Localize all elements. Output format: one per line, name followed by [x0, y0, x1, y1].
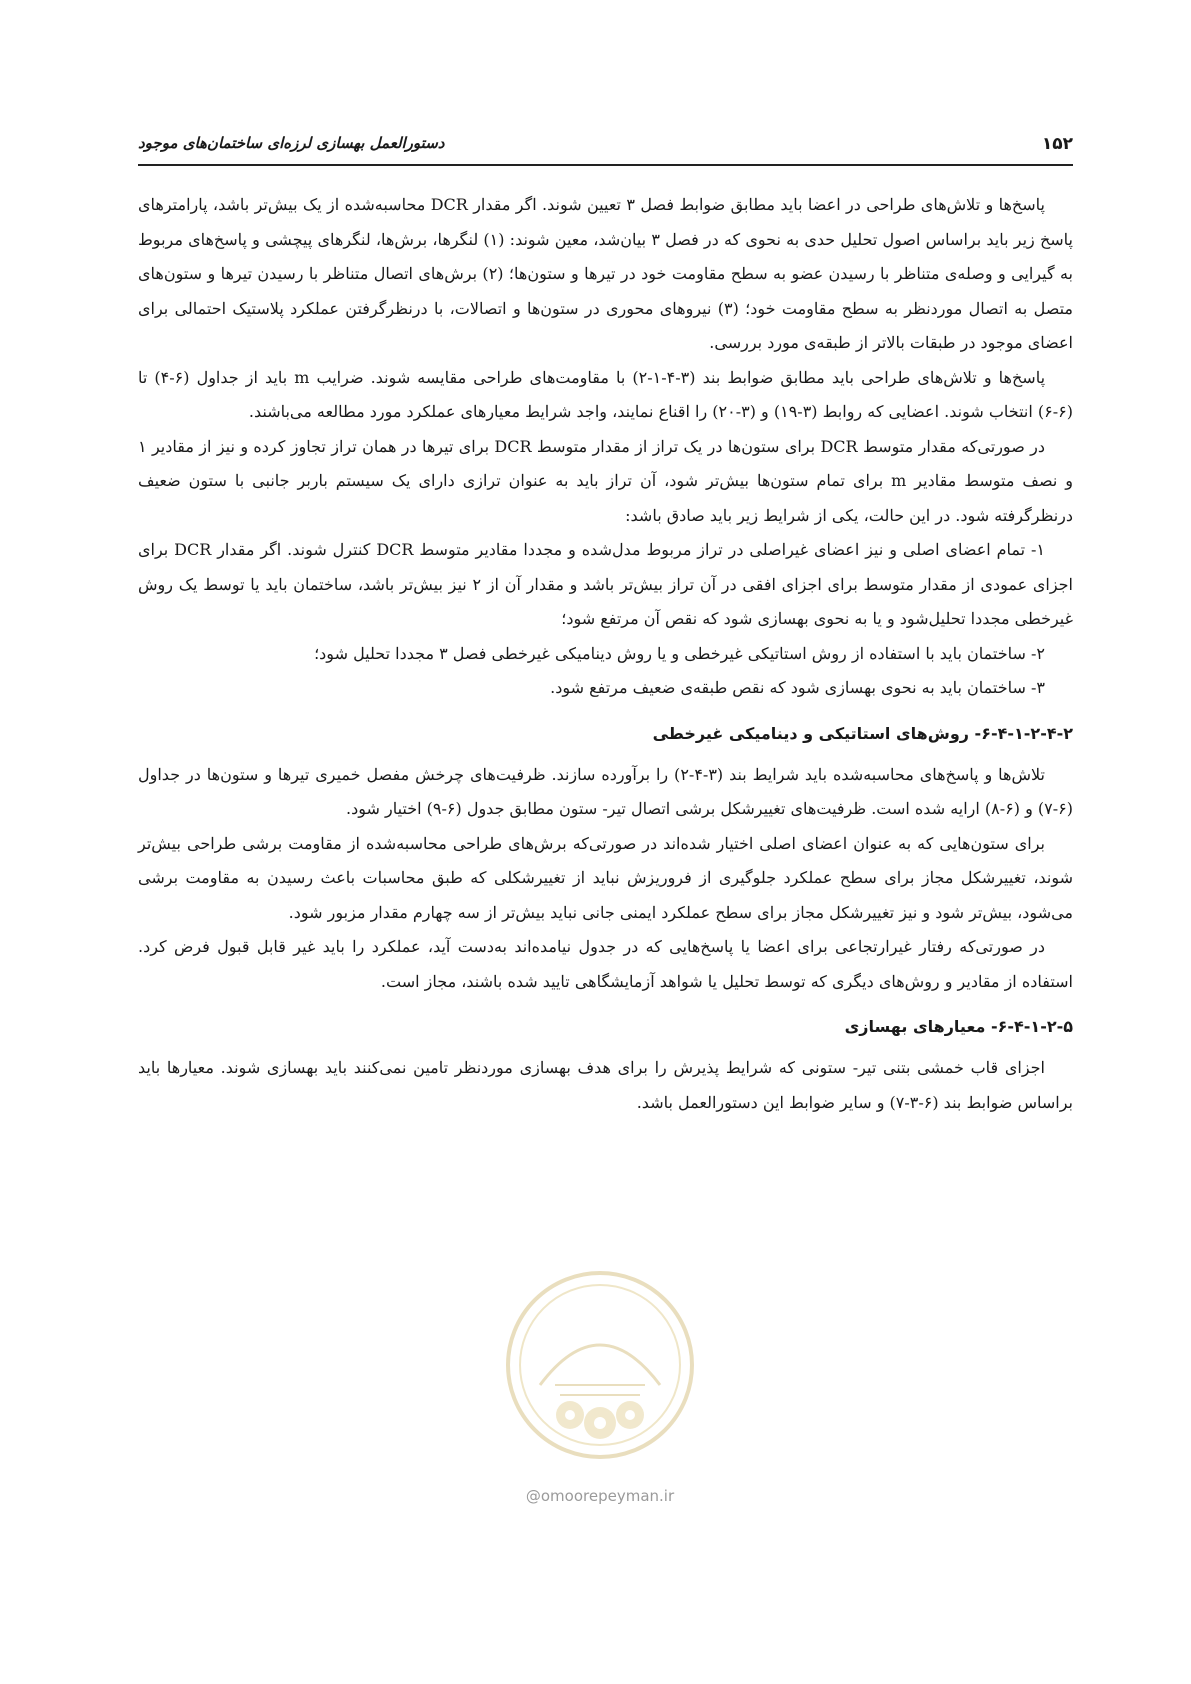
page-header — [138, 134, 1073, 164]
paragraph: تلاش‌ها و پاسخ‌های محاسبه‌شده باید شرایط بند (۳-۴-۲) را برآورده سازند. ظرفیت‌های چرخش مفصل خمیری تیرها و ستون‌ها در جداول (۶-۷) و (۶-۸) ارایه شده است. ظرفیت‌های تغییرشکل برشی اتصال تیر- ستون مطابق جدول (۶-۹) اختیار شود. — [138, 764, 1073, 818]
paragraph: در صورتی‌که رفتار غیرارتجاعی برای اعضا یا پاسخ‌هایی که در جدول نیامده‌اند به‌دست آید، عملکرد را باید غیر قابل قبول فرض کرد. استفاده از مقادیر و روش‌های دیگری که توسط تحلیل یا شواهد آزمایشگاهی تایید شده باشند، مجاز است. — [138, 937, 1073, 991]
body-text — [138, 188, 1073, 1120]
paragraph: برای ستون‌هایی که به عنوان اعضای اصلی اختیار شده‌اند در صورتی‌که برش‌های طراحی محاسبه‌شده از مقاومت برشی طراحی بیش‌تر شوند، تغییرشکل مجاز برای سطح عملکرد جلوگیری از فروریزش نباید از تغییرشکلی که طبق محاسبات باعث رسیدن به مقاومت برشی می‌شود، بیش‌تر شود و نیز تغییرشکل مجاز برای سطح عملکرد ایمنی جانی نباید بیش‌تر از سه چهارم مقدار مزبور شود. — [138, 833, 1074, 922]
section-heading: ۶-۴-۱-۲-۴-۲- روش‌های استاتیکی و دینامیکی غیرخطی — [652, 723, 1073, 743]
watermark-url: @omoorepeyman.ir — [525, 1487, 675, 1505]
list-item: ۲- ساختمان باید با استفاده از روش استاتیکی غیرخطی و یا روش دینامیکی غیرخطی فصل ۳ مجددا تحلیل شود؛ — [314, 643, 1045, 663]
paragraph: اجزای قاب خمشی بتنی تیر- ستونی که شرایط پذیرش را برای هدف بهسازی موردنظر تامین نمی‌کنند باید بهسازی شوند. معیارها باید براساس ضوابط بند (۶-۳-۷) و سایر ضوابط این دستورالعمل باشد. — [138, 1058, 1073, 1112]
paragraph: پاسخ‌ها و تلاش‌های طراحی در اعضا باید مطابق ضوابط فصل ۳ تعیین شوند. اگر مقدار DCR محاسبه‌شده از یک بیش‌تر باشد، پارامترهای پاسخ زیر باید براساس اصول تحلیل حدی به نحوی که در فصل ۳ بیان‌شد، معین شوند: (۱) لنگرها، برش‌ها، لنگرهای پیچشی و پاسخ‌های مربوط به گیرایی و وصله‌ی متناظر با رسیدن عضو به سطح مقاومت خود در تیرها و ستون‌ها؛ (۲) برش‌های اتصال متناظر با رسیدن تیرها و ستون‌های متصل به اتصال موردنظر به سطح مقاومت خود؛ (۳) نیروهای محوری در ستون‌ها و اتصالات، با درنظرگرفتن عملکرد پلاستیک احتمالی برای اعضای موجود در طبقات بالاتر از طبقه‌ی مورد بررسی. — [138, 195, 1074, 352]
header-rule — [138, 164, 1073, 166]
running-title: دستورالعمل بهسازی لرزه‌ای ساختمان‌های موجود — [138, 134, 445, 152]
section-heading: ۶-۴-۱-۲-۵- معیارهای بهسازی — [844, 1017, 1073, 1036]
paragraph: در صورتی‌که مقدار متوسط DCR برای ستون‌ها در یک تراز از مقدار متوسط DCR برای تیرها در همان تراز تجاوز کرده و نیز از مقادیر ۱ و نصف متوسط مقادیر m برای تمام ستون‌ها بیش‌تر شود، آن تراز باید به عنوان ترازی دارای یک سیستم باربر جانبی با ستون ضعیف درنظرگرفته شود. در این حالت، یکی از شرایط زیر باید صادق باشد: — [138, 436, 1073, 525]
list-item: ۳- ساختمان باید به نحوی بهسازی شود که نقص طبقه‌ی ضعیف مرتفع شود. — [550, 678, 1045, 697]
paragraph: پاسخ‌ها و تلاش‌های طراحی باید مطابق ضوابط بند (۳-۴-۱-۲) با مقاومت‌های طراحی مقایسه شوند. ضرایب m باید از جداول (۶-۴) تا (۶-۶) انتخاب شوند. اعضایی که روابط (۳-۱۹) و (۳-۲۰) را اقناع نمایند، واجد شرایط معیارهای عملکرد مورد مطالعه می‌باشند. — [138, 367, 1073, 421]
page-number: ۱۵۲ — [1041, 134, 1073, 154]
watermark-logo-icon — [500, 1265, 700, 1465]
list-item: ۱- تمام اعضای اصلی و نیز اعضای غیراصلی در تراز مربوط مدل‌شده و مجددا مقادیر متوسط DCR کنترل شوند. اگر مقدار DCR برای اجزای عمودی از مقدار متوسط برای اجزای افقی در آن تراز بیش‌تر باشد و مقدار آن از ۲ نیز بیش‌تر باشد، ساختمان باید یا توسط یک روش غیرخطی مجددا تحلیل‌شود و یا به نحوی بهسازی شود که نقص آن مرتفع شود؛ — [138, 540, 1074, 628]
